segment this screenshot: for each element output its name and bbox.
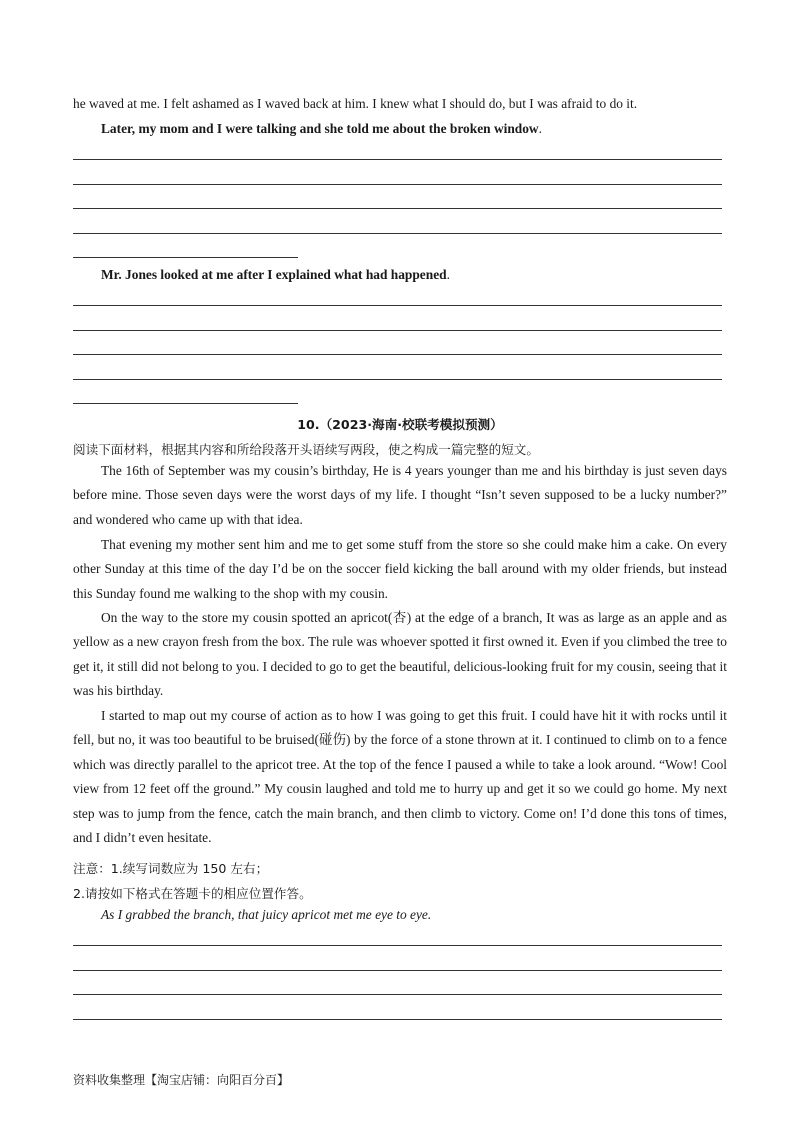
answer-line bbox=[73, 1019, 722, 1020]
question-heading: 10.（2023·海南·校联考模拟预测） bbox=[297, 417, 503, 432]
writing-prompt-1-period: . bbox=[538, 121, 542, 136]
footer-source: 资料收集整理【淘宝店铺：向阳百分百】 bbox=[73, 1073, 290, 1087]
story-paragraph bbox=[73, 704, 727, 850]
note-word-count: 注意：1.续写词数应为 150 左右； bbox=[73, 861, 269, 876]
answer-line bbox=[73, 945, 722, 946]
question-instruction: 阅读下面材料，根据其内容和所给段落开头语续写两段，使之构成一篇完整的短文。 bbox=[73, 442, 539, 457]
writing-prompt-1 bbox=[101, 121, 542, 137]
writing-prompt-3: As I grabbed the branch, that juicy apricot met me eye to eye. bbox=[101, 907, 432, 922]
writing-prompt-2 bbox=[101, 267, 450, 283]
story-paragraph-text: On the way to the store my cousin spotted an apricot(杏) at the edge of a branch, It was as large as an apple and as yellow as a new crayon fresh from the box. The rule was whoever spotted it first owned it. Even if you climbed the tree to get it, it still did not belong to you. I decided to go to get the beautiful, delicious-looking fruit for my cousin, seeing that it was his birthday. bbox=[73, 610, 727, 699]
answer-line bbox=[73, 330, 722, 331]
note-format: 2.请按如下格式在答题卡的相应位置作答。 bbox=[73, 886, 312, 901]
answer-line bbox=[73, 354, 722, 355]
answer-line bbox=[73, 159, 722, 160]
answer-line bbox=[73, 208, 722, 209]
story-paragraph-text: The 16th of September was my cousin’s birthday, He is 4 years younger than me and his birthday is just seven days before mine. Those seven days were the worst days of my life. I thought “Isn’t seven supposed to be a lucky number?” and wondered who came up with that idea. bbox=[73, 463, 727, 527]
story-paragraph bbox=[73, 606, 727, 704]
answer-line bbox=[73, 305, 722, 306]
answer-line bbox=[73, 184, 722, 185]
answer-line-short bbox=[73, 403, 298, 404]
story-paragraph bbox=[73, 533, 727, 606]
answer-line-short bbox=[73, 257, 298, 258]
answer-line bbox=[73, 970, 722, 971]
continuation-line: he waved at me. I felt ashamed as I waved back at him. I knew what I should do, but I was afraid to do it. bbox=[73, 96, 638, 111]
answer-line bbox=[73, 233, 722, 234]
writing-prompt-1-text: Later, my mom and I were talking and she told me about the broken window bbox=[101, 121, 539, 136]
writing-prompt-2-period: . bbox=[446, 267, 450, 282]
answer-line bbox=[73, 379, 722, 380]
story-paragraph bbox=[73, 459, 727, 532]
writing-prompt-2-text: Mr. Jones looked at me after I explained what had happened bbox=[101, 267, 447, 282]
answer-line bbox=[73, 994, 722, 995]
story-paragraph-text: I started to map out my course of action as to how I was going to get this fruit. I could have hit it with rocks until it fell, but no, it was too beautiful to be bruised(碰伤) by the force of a stone thrown at it. I continued to climb on to a fence which was directly parallel to the apricot tree. At the top of the fence I paused a while to take a look around. “Wow! Cool view from 12 feet off the ground.” My cousin laughed and told me to hurry up and get it so we could go home. My next step was to jump from the fence, catch the main branch, and then climb to victory. Come on! I’d done this tons of times, and I didn’t even hesitate. bbox=[73, 708, 727, 846]
story-paragraph-text: That evening my mother sent him and me to get some stuff from the store so she could make him a cake. On every other Sunday at this time of the day I’d be on the soccer field kicking the ball around with my older friends, but instead this Sunday found me walking to the shop with my cousin. bbox=[73, 537, 727, 601]
